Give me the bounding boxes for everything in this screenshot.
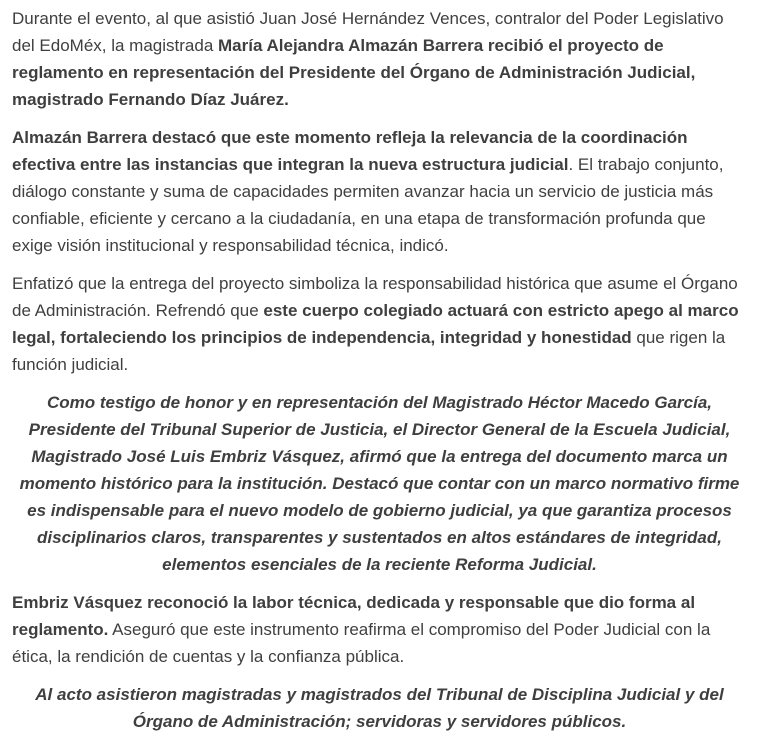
paragraph-almazan-statement: [12, 124, 747, 259]
text-run: . El trabajo conjunto, diálogo constante y suma de capacidades permiten avanzar hacia un servicio de justicia más confiable, eficiente y cercano a la ciudadanía, en una etapa de transformación profunda que exige visión institucional y responsabilidad técnica, indicó.: [12, 155, 724, 255]
text-run: Al acto asistieron magistradas y magistrados del Tribunal de Disciplina Judicial y del Órgano de Administración; servidoras y servidores públicos.: [35, 685, 724, 731]
text-run: Almazán Barrera destacó que este momento refleja la relevancia de la coordinación efectiva entre las instancias que integran la nueva estructura judicial: [12, 128, 688, 174]
text-run: Aseguró que este instrumento reafirma el compromiso del Poder Judicial con la ética, la rendición de cuentas y la confianza pública.: [12, 620, 711, 666]
paragraph-event-intro: [12, 5, 747, 113]
paragraph-entrega-proyecto: [12, 270, 747, 378]
text-run: María Alejandra Almazán Barrera recibió el proyecto de reglamento en representación del Presidente del Órgano de Administración Judicial, magistrado Fernando Díaz Juárez.: [12, 36, 696, 109]
article-body: [12, 5, 747, 735]
text-run: Enfatizó que la entrega del proyecto simboliza la responsabilidad histórica que asume el Órgano de Administración. Refrendó que: [12, 274, 738, 320]
paragraph-embriz-reconocimiento: [12, 589, 747, 670]
text-run: este cuerpo colegiado actuará con estricto apego al marco legal, fortaleciendo los principios de independencia, integridad y honestidad: [12, 301, 739, 347]
text-run: Durante el evento, al que asistió Juan José Hernández Vences, contralor del Poder Legislativo del EdoMéx, la magistrada: [12, 9, 724, 55]
text-run: que rigen la función judicial.: [12, 328, 726, 374]
text-run: Como testigo de honor y en representación del Magistrado Héctor Macedo García, Presidente del Tribunal Superior de Justicia, el Director General de la Escuela Judicial, Magistrado José Luis Embriz Vásquez, afirmó que la entrega del documento marca un momento histórico para la institución. Destacó que contar con un marco normativo firme es indispensable para el nuevo modelo de gobierno judicial, ya que garantiza procesos disciplinarios claros, transparentes y sustentados en altos estándares de integridad, elementos esenciales de la reciente Reforma Judicial.: [19, 393, 740, 574]
text-run: Embriz Vásquez reconoció la labor técnica, dedicada y responsable que dio forma al reglamento.: [12, 593, 696, 639]
paragraph-embriz-testigo: [12, 389, 747, 578]
paragraph-asistentes: [12, 681, 747, 735]
